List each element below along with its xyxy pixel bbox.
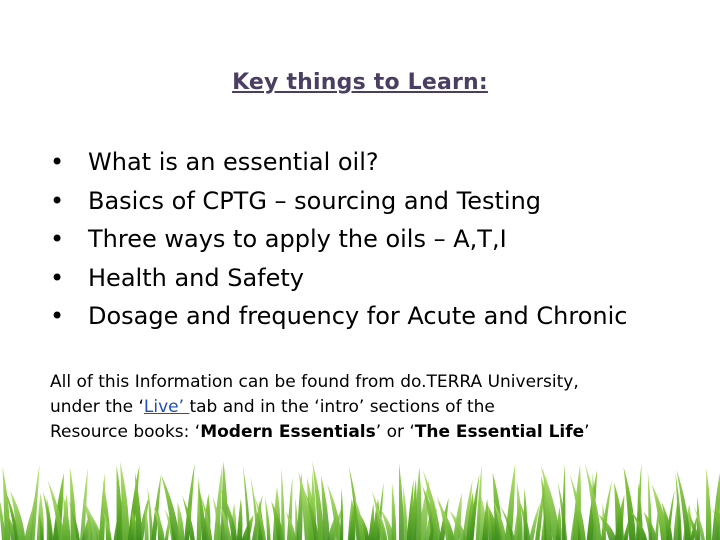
list-item (50, 143, 627, 182)
bullet-text: Health and Safety (88, 263, 304, 292)
bullet-icon: • (50, 263, 65, 292)
list-item (50, 259, 627, 298)
note-line-3 (50, 420, 690, 445)
bullet-text: Dosage and frequency for Acute and Chronic (88, 302, 628, 330)
note-text: Resource books: ‘ (50, 422, 201, 442)
grass-border-icon (0, 460, 720, 540)
key-points-list (50, 143, 627, 336)
note-text: ’ or ‘ (375, 422, 415, 442)
slide-title: Key things to Learn: (232, 70, 488, 95)
info-note (50, 370, 690, 445)
list-item (50, 182, 627, 221)
note-text: tab and in the ‘intro’ sections of the (189, 397, 495, 417)
bullet-icon: • (50, 302, 65, 330)
bullet-text: Three ways to apply the oils – A,T,I (88, 225, 507, 253)
note-text: under the ‘ (50, 397, 144, 417)
bullet-text: What is an essential oil? (88, 148, 379, 176)
bullet-icon: • (50, 148, 65, 176)
note-text: ’ (584, 422, 590, 442)
note-line-1: All of this Information can be found from do.TERRA University, (50, 372, 579, 392)
book-title-modern-essentials: Modern Essentials (200, 422, 376, 442)
bullet-icon: • (50, 225, 65, 253)
bullet-text: Basics of CPTG – sourcing and Testing (88, 186, 542, 215)
note-line-2 (50, 395, 690, 420)
book-title-essential-life: The Essential Life (414, 422, 585, 442)
list-item (50, 297, 627, 336)
list-item (50, 220, 627, 259)
live-tab-link[interactable]: Live’ (143, 397, 190, 417)
bullet-icon: • (50, 186, 65, 215)
